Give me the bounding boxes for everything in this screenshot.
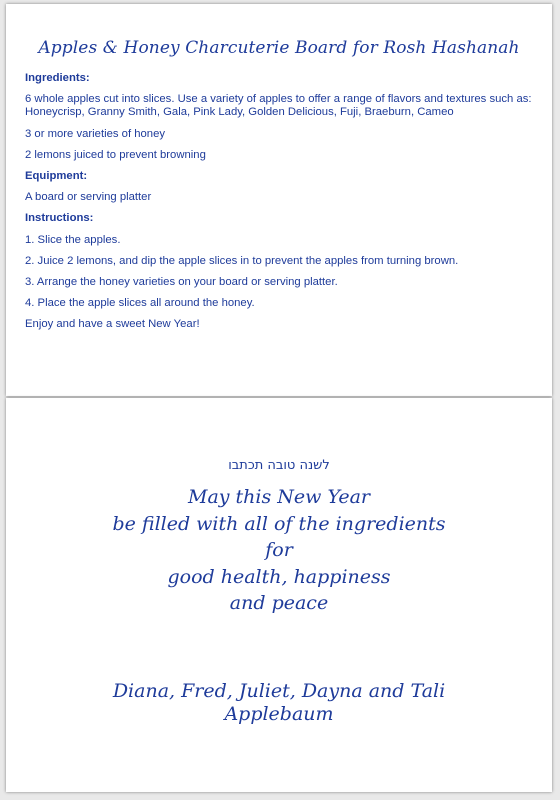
hebrew-greeting: לשנה טובה תכתבו	[228, 458, 330, 473]
greeting-card	[6, 398, 552, 792]
ingredient-item: 2 lemons juiced to prevent browning	[25, 148, 206, 161]
recipe-body	[25, 72, 541, 340]
greeting-line: May this New Year	[187, 486, 370, 508]
greeting-line: be filled with all of the ingredients	[112, 512, 446, 535]
instruction-step: 4. Place the apple slices all around the honey.	[25, 297, 255, 310]
signature-line: Diana, Fred, Juliet, Dayna and Tali	[112, 680, 446, 702]
instructions-heading: Instructions:	[25, 212, 94, 225]
instruction-step: 3. Arrange the honey varieties on your board or serving platter.	[25, 276, 338, 289]
greeting-message	[6, 484, 552, 617]
closing-note: Enjoy and have a sweet New Year!	[25, 318, 200, 331]
recipe-card	[6, 4, 552, 396]
greeting-line: good health, happiness	[167, 565, 391, 588]
greeting-line: for	[265, 539, 293, 561]
equipment-heading: Equipment:	[25, 170, 88, 183]
signature-line: Applebaum	[224, 703, 334, 725]
instruction-step: 1. Slice the apples.	[25, 233, 121, 246]
recipe-title: Apples & Honey Charcuterie Board for Rosh Hashanah	[38, 38, 520, 58]
greeting-line: and peace	[229, 592, 329, 614]
signature	[6, 680, 552, 726]
equipment-item: A board or serving platter	[25, 191, 152, 204]
instruction-step: 2. Juice 2 lemons, and dip the apple slices in to prevent the apples from turning brown.	[25, 254, 459, 267]
ingredients-heading: Ingredients:	[25, 72, 90, 84]
ingredient-item: 3 or more varieties of honey	[25, 127, 166, 140]
ingredient-item: 6 whole apples cut into slices. Use a variety of apples to offer a range of flavors and textures such as: Honeycrisp, Granny Smith, Gala, Pink Lady, Golden Delicious, Fuji, Braeburn, Cameo	[25, 93, 532, 119]
